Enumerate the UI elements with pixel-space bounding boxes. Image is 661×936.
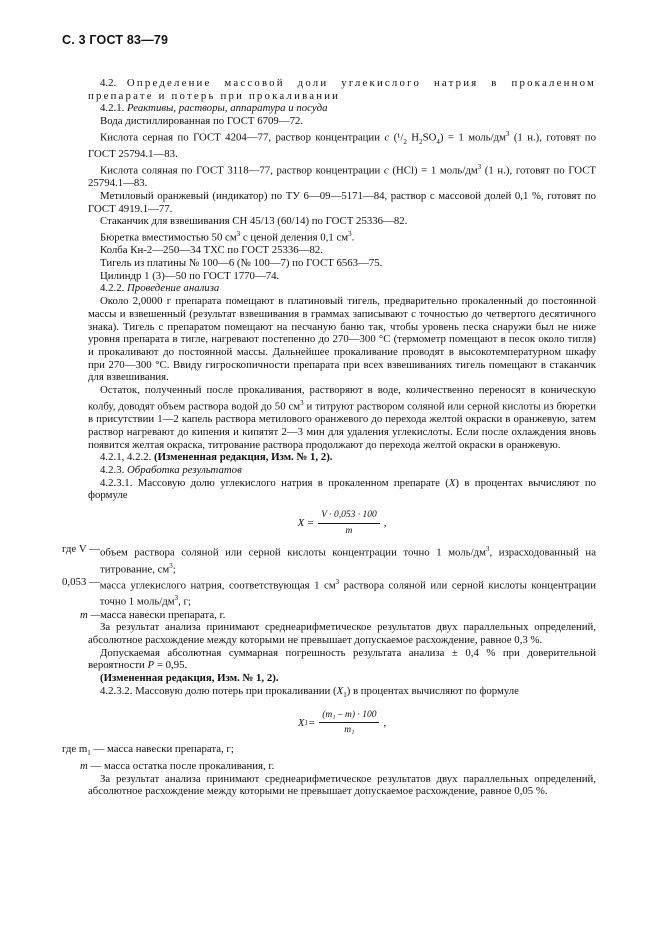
text: и титруют раствором соляной или серной кислоты из бюретки в присутствии 1—2 капель раствора метилового оранжевого до перехода желтой окраски в оранжевую, затем раствор нагревают до кипения и кипятят 2—3 мин для удаления углекислоты. Если после охлаждения вновь появится желтая окраска, титрование раствора продолжают до перехода желтой окраски в оранжевую. bbox=[88, 400, 596, 451]
document-body bbox=[62, 77, 597, 798]
text: c bbox=[383, 164, 389, 177]
section-number: 4.2.1. bbox=[100, 102, 127, 115]
reagent-water: Вода дистиллированная по ГОСТ 6709—72. bbox=[100, 115, 304, 128]
section-4-2-1-heading bbox=[88, 102, 596, 115]
text: X bbox=[448, 476, 456, 489]
subscript: 1 bbox=[304, 718, 308, 727]
definition-text bbox=[100, 576, 596, 609]
text: , г; bbox=[178, 595, 191, 608]
formula-numerator: V · 0,053 · 100 bbox=[318, 509, 380, 524]
superscript: 3 bbox=[348, 230, 352, 239]
formula-denominator: m₁ bbox=[344, 725, 355, 736]
text: Остаток, полученный после прокаливания, растворяют в воде, количественно переносят в коническую колбу, доводят объем раствора водой до 50 см bbox=[88, 384, 596, 413]
text: ; bbox=[172, 563, 176, 576]
equipment-crucible: Тигель из платины № 100—6 (№ 100—7) по ГОСТ 6563—75. bbox=[100, 257, 383, 270]
equipment-burette bbox=[88, 228, 596, 244]
section-4-2-3-2-text bbox=[88, 685, 596, 702]
procedure-paragraph-1: Около 2,0000 г препарата помещают в платиновый тигель, предварительно прокаленный до постоянной массы и взвешенный (результат взвешивания в граммах записывают с точностью до четвертого десятичного знака). Тигель с препаратом помещают на песчаную баню так, чтобы уровень песка снаружи был не ниже уровня препарата в тигле, нагревают постепенно до 270—300 °С (термометр помещают в песок около тигля) и прокаливают до постоянной массы. Дальнейшее прокаливание проводят в высокотемпературном шкафу при 270—300 °С. Ввиду гигроскопичности препарата при всех взвешиваниях тигель помещают в стаканчик для взвешивания. bbox=[88, 295, 596, 384]
superscript: 3 bbox=[485, 545, 490, 554]
text: 4.2.3.1. Массовую долю углекислого натрия в прокаленном препарате ( bbox=[100, 476, 449, 489]
formula-lhs: X bbox=[297, 716, 305, 729]
subscript: 2 bbox=[419, 137, 423, 146]
definition-term: m bbox=[80, 759, 88, 772]
text: (HCl) = 1 моль/дм bbox=[388, 164, 478, 177]
reagent-methyl-orange: Метиловый оранжевый (индикатор) по ТУ 6—09—5171—84, раствор с массовой долей 0,1 %, готовят по ГОСТ 4919.1—77. bbox=[88, 189, 596, 215]
text: Кислота серная по ГОСТ 4204—77, раствор концентрации bbox=[100, 131, 385, 144]
equipment-beaker: Стаканчик для взвешивания СН 45/13 (60/14) по ГОСТ 25336—82. bbox=[100, 215, 408, 228]
formula-eq: = bbox=[307, 716, 316, 729]
edition-note-2: (Измененная редакция, Изм. № 1, 2). bbox=[100, 672, 279, 685]
formula-lhs: X = bbox=[297, 516, 315, 529]
text: объем раствора соляной или серной кислоты концентрации точно 1 моль/дм bbox=[99, 547, 486, 560]
subscript: 1 bbox=[343, 691, 347, 699]
text: SO bbox=[422, 131, 437, 144]
section-4-2-2-heading bbox=[88, 282, 596, 295]
section-4-2-3-heading bbox=[88, 464, 596, 477]
text: 4.2.1, 4.2.2. bbox=[100, 451, 154, 464]
text: c bbox=[384, 131, 390, 144]
procedure-paragraph-2 bbox=[88, 384, 596, 451]
superscript: 3 bbox=[169, 561, 173, 570]
formula-numerator: (m₁ – m) · 100 bbox=[319, 709, 379, 724]
text: Бюретка вместимостью 50 см bbox=[100, 231, 237, 244]
section-4-2-3-1-text bbox=[88, 477, 596, 502]
equipment-cylinder: Цилиндр 1 (3)—50 по ГОСТ 1770—74. bbox=[100, 269, 280, 282]
section-title: Определение массовой доли углекислого натрия в прокаленном препарате и потерь при прокаливании bbox=[88, 77, 596, 102]
definition-m1 bbox=[62, 743, 596, 760]
text: (1 н.), готовят по ГОСТ 25794.1—83. bbox=[88, 164, 597, 190]
section-title: Реактивы, растворы, аппаратура и посуда bbox=[127, 102, 328, 115]
text: P bbox=[147, 659, 155, 672]
formula-tail: , bbox=[383, 716, 387, 729]
superscript: 3 bbox=[236, 230, 241, 239]
section-number: 4.2. bbox=[100, 77, 127, 89]
formula-fraction bbox=[318, 509, 380, 537]
subscript: 1 bbox=[87, 749, 91, 758]
definition-0053 bbox=[62, 576, 596, 609]
superscript: 3 bbox=[300, 398, 304, 407]
text: . bbox=[351, 231, 355, 244]
text: ) = 1 моль/дм bbox=[439, 131, 506, 144]
text: H bbox=[406, 131, 420, 144]
definition-m2 bbox=[80, 760, 596, 773]
text: Кислота соляная по ГОСТ 3118—77, раствор концентрации bbox=[100, 164, 384, 177]
definition-text: — масса остатка после прокаливания, г. bbox=[87, 759, 275, 772]
reagent-sulfuric-acid bbox=[88, 128, 596, 161]
error-paragraph-1 bbox=[88, 647, 596, 672]
equipment-flask: Колба Кн-2—250—34 ТХС по ГОСТ 25336—82. bbox=[100, 244, 323, 257]
result-paragraph-1: За результат анализа принимают среднеарифметическое результатов двух параллельных определений, абсолютное расхождение между которыми не превышает допускаемое расхождение, равное 0,3 %. bbox=[88, 621, 596, 647]
text: с ценой деления 0,1 см bbox=[240, 231, 349, 244]
text: (¹/ bbox=[389, 131, 404, 144]
definition-term: 0,053 — bbox=[62, 576, 100, 589]
definition-term: где m bbox=[62, 743, 88, 756]
formula-2 bbox=[88, 709, 596, 737]
section-title: Обработка результатов bbox=[127, 463, 242, 476]
section-number: 4.2.3. bbox=[100, 463, 127, 476]
text: раствора соляной или серной кислоты концентрации точно 1 моль/дм bbox=[99, 579, 596, 608]
superscript: 3 bbox=[505, 129, 510, 138]
formula-1 bbox=[88, 509, 596, 537]
superscript: 3 bbox=[174, 594, 179, 603]
text: Допускаемая абсолютная суммарная погрешность результата анализа ± 0,4 % при доверительной вероятности bbox=[88, 646, 596, 672]
subscript: 2 bbox=[403, 137, 407, 146]
text: ) в процентах вычисляют по формуле bbox=[346, 684, 519, 697]
definition-m bbox=[80, 609, 596, 622]
section-number: 4.2.2. bbox=[100, 282, 127, 295]
text: ) в процентах вычисляют по формуле bbox=[88, 476, 596, 502]
text: 4.2.3.2. Массовую долю потерь при прокаливании ( bbox=[100, 684, 337, 697]
text: (1 н.), готовят по ГОСТ 25794.1—83. bbox=[88, 131, 596, 161]
result-paragraph-2: За результат анализа принимают среднеарифметическое результатов двух параллельных определений, абсолютное расхождение между которыми не превышает допускаемое расхождение, равное 0,05 %. bbox=[88, 772, 596, 798]
definition-v bbox=[62, 543, 596, 576]
text: X bbox=[336, 684, 344, 697]
section-4-2-heading bbox=[88, 77, 596, 102]
definition-term: где V — bbox=[62, 543, 100, 556]
superscript: 3 bbox=[335, 578, 340, 587]
definition-text bbox=[100, 543, 596, 576]
formula-tail: , bbox=[383, 516, 387, 529]
section-title: Проведение анализа bbox=[127, 282, 220, 295]
edition-note-1 bbox=[88, 451, 596, 464]
definition-text: — масса навески препарата, г; bbox=[90, 743, 234, 756]
definition-text: масса навески препарата, г. bbox=[100, 608, 226, 621]
page-header: С. 3 ГОСТ 83—79 bbox=[62, 33, 169, 47]
formula-fraction bbox=[319, 709, 379, 737]
text: , израсходованный на титрование, см bbox=[99, 547, 596, 576]
subscript: 4 bbox=[436, 137, 440, 146]
definition-term: m — bbox=[80, 608, 101, 621]
reagent-hydrochloric-acid bbox=[88, 161, 596, 190]
formula-denominator: m bbox=[345, 525, 353, 536]
superscript: 3 bbox=[477, 162, 482, 171]
text: масса углекислого натрия, соответствующая 1 см bbox=[99, 579, 336, 592]
text: (Измененная редакция, Изм. № 1, 2). bbox=[153, 451, 333, 464]
text: = 0,95. bbox=[154, 659, 188, 672]
